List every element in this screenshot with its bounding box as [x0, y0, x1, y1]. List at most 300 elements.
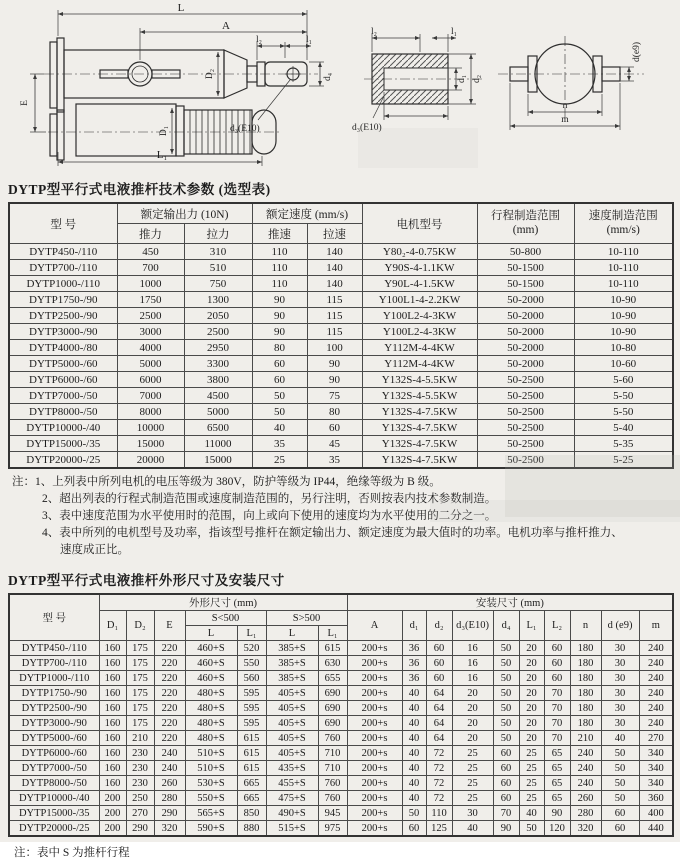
value-cell: 40 — [402, 776, 426, 791]
value-cell: 550 — [237, 656, 266, 671]
value-cell: 405+S — [266, 686, 318, 701]
value-cell: 40 — [601, 731, 639, 746]
value-cell: 70 — [493, 806, 519, 821]
col-header-L-lt: L — [185, 626, 237, 641]
value-cell: 460+S — [185, 671, 237, 686]
value-cell: Y90L-4-1.5KW — [362, 276, 477, 292]
value-cell: 50-2000 — [477, 308, 574, 324]
table-row — [9, 761, 673, 776]
value-cell: 520 — [237, 641, 266, 656]
value-cell: 475+S — [266, 791, 318, 806]
model-cell: DYTP5000-/60 — [9, 731, 99, 746]
value-cell: 160 — [99, 731, 126, 746]
value-cell: 220 — [154, 731, 185, 746]
dim-label-D1: D₁ — [159, 125, 169, 137]
value-cell: 50-2500 — [477, 372, 574, 388]
value-cell: 260 — [570, 791, 601, 806]
value-cell: 290 — [154, 806, 185, 821]
value-cell: Y132S-4-7.5KW — [362, 436, 477, 452]
value-cell: 64 — [426, 731, 452, 746]
col-header-L1: L₁ — [519, 611, 544, 641]
value-cell: 200+s — [347, 671, 402, 686]
value-cell: 665 — [237, 776, 266, 791]
model-cell: DYTP5000-/60 — [9, 356, 117, 372]
value-cell: 385+S — [266, 641, 318, 656]
value-cell: 180 — [570, 716, 601, 731]
value-cell: 200+s — [347, 806, 402, 821]
value-cell: Y112M-4-4KW — [362, 356, 477, 372]
col-header-push-force: 推力 — [117, 224, 184, 244]
value-cell: 690 — [318, 686, 347, 701]
value-cell: 240 — [570, 761, 601, 776]
value-cell: 60 — [426, 641, 452, 656]
dim-label-d1: d₁ — [457, 74, 467, 84]
value-cell: 510 — [184, 260, 252, 276]
value-cell: 200+s — [347, 716, 402, 731]
value-cell: 510+S — [185, 746, 237, 761]
notes-block — [12, 474, 680, 559]
col-header-model: 型 号 — [9, 594, 99, 641]
value-cell: 2500 — [117, 308, 184, 324]
col-header-d2: d₂ — [426, 611, 452, 641]
value-cell: 240 — [154, 761, 185, 776]
value-cell: 40 — [402, 746, 426, 761]
value-cell: 2950 — [184, 340, 252, 356]
col-group-s-lt-500: S<500 — [185, 611, 266, 626]
table-row — [9, 324, 673, 340]
value-cell: 20000 — [117, 452, 184, 469]
value-cell: 240 — [639, 671, 673, 686]
table-row — [9, 656, 673, 671]
table-row — [9, 308, 673, 324]
value-cell: 3000 — [117, 324, 184, 340]
col-group-rated-speed: 额定速度 (mm/s) — [252, 203, 362, 224]
value-cell: 8000 — [117, 404, 184, 420]
col-header-D2: D₂ — [126, 611, 154, 641]
col-group-s-gt-500: S>500 — [266, 611, 347, 626]
value-cell: 90 — [252, 324, 307, 340]
value-cell: 175 — [126, 671, 154, 686]
table-row — [9, 776, 673, 791]
col-header-d3: d₃(E10) — [452, 611, 493, 641]
model-cell: DYTP7000-/50 — [9, 388, 117, 404]
value-cell: 480+S — [185, 686, 237, 701]
value-cell: 20 — [519, 641, 544, 656]
table-row — [9, 731, 673, 746]
value-cell: 90 — [307, 356, 362, 372]
value-cell: 50-2000 — [477, 340, 574, 356]
dim-label-d2: d₂ — [472, 74, 482, 84]
dim-label-n: n — [562, 101, 568, 111]
table-row — [9, 420, 673, 436]
value-cell: 50 — [493, 701, 519, 716]
table-row — [9, 404, 673, 420]
col-header-E: E — [154, 611, 185, 641]
value-cell: 60 — [544, 656, 570, 671]
value-cell: 945 — [318, 806, 347, 821]
value-cell: 65 — [544, 776, 570, 791]
value-cell: 5000 — [117, 356, 184, 372]
col-header-d1: d₁ — [402, 611, 426, 641]
value-cell: 280 — [154, 791, 185, 806]
value-cell: Y100L2-4-3KW — [362, 324, 477, 340]
model-cell: DYTP1000-/110 — [9, 276, 117, 292]
value-cell: 200 — [99, 806, 126, 821]
value-cell: 1000 — [117, 276, 184, 292]
value-cell: 110 — [252, 244, 307, 260]
table-row — [9, 260, 673, 276]
value-cell: 10-110 — [574, 244, 673, 260]
col-header-pull-speed: 拉速 — [307, 224, 362, 244]
value-cell: 405+S — [266, 746, 318, 761]
value-cell: 615 — [237, 761, 266, 776]
table-row — [9, 746, 673, 761]
value-cell: 280 — [570, 806, 601, 821]
value-cell: 160 — [99, 671, 126, 686]
value-cell: 45 — [307, 436, 362, 452]
value-cell: 690 — [318, 716, 347, 731]
value-cell: 435+S — [266, 761, 318, 776]
value-cell: 200+s — [347, 776, 402, 791]
value-cell: 565+S — [185, 806, 237, 821]
dim-label-d3: d₃(E10) — [352, 123, 382, 133]
dim-label-L1: L₁ — [156, 149, 168, 161]
value-cell: 60 — [601, 806, 639, 821]
value-cell: 20 — [519, 716, 544, 731]
value-cell: 5-35 — [574, 436, 673, 452]
col-group-rated-force: 额定输出力 (10N) — [117, 203, 252, 224]
value-cell: 110 — [252, 276, 307, 292]
value-cell: 590+S — [185, 821, 237, 837]
value-cell: 710 — [318, 746, 347, 761]
col-header-pull-force: 拉力 — [184, 224, 252, 244]
col-header-push-speed: 推速 — [252, 224, 307, 244]
value-cell: 20 — [519, 656, 544, 671]
value-cell: 360 — [639, 791, 673, 806]
value-cell: 64 — [426, 716, 452, 731]
col-header-D1: D₁ — [99, 611, 126, 641]
value-cell: 200+s — [347, 731, 402, 746]
value-cell: 240 — [570, 776, 601, 791]
dim-label-l1: l₁ — [306, 35, 312, 45]
table-row — [9, 806, 673, 821]
value-cell: Y132S-4-7.5KW — [362, 404, 477, 420]
value-cell: 385+S — [266, 671, 318, 686]
table-row — [9, 340, 673, 356]
value-cell: 35 — [307, 452, 362, 469]
value-cell: 50 — [402, 806, 426, 821]
model-cell: DYTP15000-/35 — [9, 436, 117, 452]
value-cell: 975 — [318, 821, 347, 837]
value-cell: 175 — [126, 686, 154, 701]
table-row — [9, 671, 673, 686]
value-cell: 72 — [426, 746, 452, 761]
value-cell: 200+s — [347, 821, 402, 837]
value-cell: 50 — [493, 641, 519, 656]
value-cell: 115 — [307, 324, 362, 340]
value-cell: 60 — [426, 656, 452, 671]
value-cell: 560 — [237, 671, 266, 686]
value-cell: 4000 — [117, 340, 184, 356]
value-cell: Y100L2-4-3KW — [362, 308, 477, 324]
note-line: 3、表中速度范围为水平使用时的范围，向上或向下使用的速度均为水平使用的二分之一。 — [42, 510, 497, 522]
value-cell: 50-2500 — [477, 436, 574, 452]
value-cell: 50-2000 — [477, 324, 574, 340]
value-cell: 40 — [519, 806, 544, 821]
dim-label-l2: l₂ — [256, 35, 262, 45]
value-cell: 60 — [493, 791, 519, 806]
model-cell: DYTP20000-/25 — [9, 821, 99, 837]
value-cell: 65 — [544, 761, 570, 776]
value-cell: 880 — [237, 821, 266, 837]
value-cell: 240 — [639, 656, 673, 671]
value-cell: 25 — [519, 746, 544, 761]
value-cell: 230 — [126, 746, 154, 761]
table-row — [9, 388, 673, 404]
value-cell: 320 — [154, 821, 185, 837]
endnote: 注：表中 S 为推杆行程 — [14, 847, 130, 859]
model-cell: DYTP15000-/35 — [9, 806, 99, 821]
value-cell: 120 — [544, 821, 570, 837]
value-cell: 10-110 — [574, 260, 673, 276]
value-cell: 630 — [318, 656, 347, 671]
value-cell: 110 — [426, 806, 452, 821]
value-cell: 60 — [252, 356, 307, 372]
value-cell: Y132S-4-7.5KW — [362, 452, 477, 469]
model-cell: DYTP4000-/80 — [9, 340, 117, 356]
figure-clevis-section — [352, 27, 482, 133]
value-cell: 140 — [307, 260, 362, 276]
table-row — [9, 686, 673, 701]
value-cell: 405+S — [266, 731, 318, 746]
value-cell: 595 — [237, 701, 266, 716]
table-row — [9, 436, 673, 452]
value-cell: 1300 — [184, 292, 252, 308]
value-cell: 230 — [126, 776, 154, 791]
value-cell: 340 — [639, 746, 673, 761]
value-cell: 2050 — [184, 308, 252, 324]
value-cell: 50-800 — [477, 244, 574, 260]
model-cell: DYTP20000-/25 — [9, 452, 117, 469]
value-cell: 240 — [154, 746, 185, 761]
value-cell: 200+s — [347, 761, 402, 776]
value-cell: 50 — [493, 671, 519, 686]
value-cell: 50-2500 — [477, 388, 574, 404]
value-cell: 115 — [307, 308, 362, 324]
value-cell: 750 — [184, 276, 252, 292]
value-cell: 60 — [493, 776, 519, 791]
value-cell: 175 — [126, 641, 154, 656]
value-cell: 655 — [318, 671, 347, 686]
value-cell: Y132S-4-5.5KW — [362, 388, 477, 404]
model-cell: DYTP700-/110 — [9, 260, 117, 276]
col-group-install: 安装尺寸 (mm) — [347, 594, 673, 611]
model-cell: DYTP1000-/110 — [9, 671, 99, 686]
value-cell: 16 — [452, 641, 493, 656]
value-cell: 10-80 — [574, 340, 673, 356]
value-cell: 115 — [307, 292, 362, 308]
value-cell: 850 — [237, 806, 266, 821]
value-cell: 25 — [519, 776, 544, 791]
model-cell: DYTP10000-/40 — [9, 420, 117, 436]
value-cell: 510+S — [185, 761, 237, 776]
value-cell: 50-2500 — [477, 420, 574, 436]
table-row — [9, 372, 673, 388]
value-cell: 40 — [452, 821, 493, 837]
value-cell: 5-25 — [574, 452, 673, 469]
value-cell: Y132S-4-7.5KW — [362, 420, 477, 436]
value-cell: 50 — [252, 388, 307, 404]
col-header-L-gt: L — [266, 626, 318, 641]
value-cell: 220 — [154, 686, 185, 701]
table-row — [9, 821, 673, 837]
value-cell: 50 — [601, 791, 639, 806]
figure-assembly-drawing — [20, 2, 333, 166]
value-cell: 160 — [99, 686, 126, 701]
value-cell: 6500 — [184, 420, 252, 436]
model-cell: DYTP1750-/90 — [9, 292, 117, 308]
value-cell: 5-60 — [574, 372, 673, 388]
col-header-L2: L₂ — [544, 611, 570, 641]
value-cell: 60 — [252, 372, 307, 388]
col-header-stroke-range — [477, 203, 574, 244]
value-cell: 15000 — [184, 452, 252, 469]
value-cell: 16 — [452, 671, 493, 686]
table-row — [9, 356, 673, 372]
value-cell: 80 — [307, 404, 362, 420]
value-cell: 100 — [307, 340, 362, 356]
speed-range-unit: (mm/s) — [606, 223, 640, 236]
value-cell: 760 — [318, 731, 347, 746]
model-cell: DYTP3000-/90 — [9, 324, 117, 340]
value-cell: 480+S — [185, 716, 237, 731]
spec-table-body — [9, 244, 673, 469]
value-cell: 450 — [117, 244, 184, 260]
value-cell: 385+S — [266, 656, 318, 671]
value-cell: 50-2000 — [477, 356, 574, 372]
value-cell: 3300 — [184, 356, 252, 372]
col-header-m: m — [639, 611, 673, 641]
value-cell: 160 — [99, 746, 126, 761]
value-cell: Y112M-4-4KW — [362, 340, 477, 356]
value-cell: 320 — [570, 821, 601, 837]
value-cell: 490+S — [266, 806, 318, 821]
value-cell: 70 — [544, 731, 570, 746]
model-cell: DYTP450-/110 — [9, 641, 99, 656]
value-cell: 50-2500 — [477, 404, 574, 420]
table-row — [9, 276, 673, 292]
value-cell: 50-2500 — [477, 452, 574, 469]
value-cell: 240 — [639, 686, 673, 701]
value-cell: 200+s — [347, 791, 402, 806]
col-header-motor: 电机型号 — [362, 203, 477, 244]
dim-label-E: E — [20, 100, 30, 106]
value-cell: 70 — [544, 716, 570, 731]
value-cell: 11000 — [184, 436, 252, 452]
value-cell: 50-1500 — [477, 260, 574, 276]
model-cell: DYTP8000-/50 — [9, 404, 117, 420]
spec-table — [8, 202, 674, 469]
value-cell: 440 — [639, 821, 673, 837]
col-group-outline: 外形尺寸 (mm) — [99, 594, 347, 611]
value-cell: 270 — [126, 806, 154, 821]
value-cell: 20 — [452, 701, 493, 716]
value-cell: 90 — [252, 308, 307, 324]
model-cell: DYTP6000-/60 — [9, 372, 117, 388]
value-cell: 30 — [452, 806, 493, 821]
dimensions-table-body — [9, 641, 673, 837]
value-cell: 60 — [307, 420, 362, 436]
value-cell: 700 — [117, 260, 184, 276]
table-row — [9, 716, 673, 731]
value-cell: 60 — [493, 761, 519, 776]
model-cell: DYTP2500-/90 — [9, 308, 117, 324]
value-cell: 260 — [154, 776, 185, 791]
value-cell: 50 — [519, 821, 544, 837]
value-cell: 60 — [402, 821, 426, 837]
value-cell: 160 — [99, 656, 126, 671]
value-cell: 290 — [126, 821, 154, 837]
value-cell: 25 — [452, 791, 493, 806]
value-cell: 460+S — [185, 641, 237, 656]
value-cell: 90 — [544, 806, 570, 821]
table1-title: DYTP型平行式电液推杆技术参数 (选型表) — [8, 182, 271, 197]
value-cell: 595 — [237, 686, 266, 701]
value-cell: 35 — [252, 436, 307, 452]
value-cell: 25 — [452, 761, 493, 776]
value-cell: 5-50 — [574, 388, 673, 404]
dim-label-m: m — [561, 115, 569, 125]
value-cell: 50 — [252, 404, 307, 420]
value-cell: 200 — [99, 791, 126, 806]
value-cell: 455+S — [266, 776, 318, 791]
value-cell: 340 — [639, 776, 673, 791]
value-cell: 72 — [426, 791, 452, 806]
value-cell: 200+s — [347, 746, 402, 761]
value-cell: 180 — [570, 641, 601, 656]
value-cell: 50 — [493, 686, 519, 701]
col-header-speed-range — [574, 203, 673, 244]
value-cell: 400 — [639, 806, 673, 821]
col-header-d4: d₄ — [493, 611, 519, 641]
col-header-A: A — [347, 611, 402, 641]
value-cell: 200+s — [347, 656, 402, 671]
value-cell: 90 — [307, 372, 362, 388]
value-cell: 50 — [601, 746, 639, 761]
value-cell: 40 — [402, 701, 426, 716]
value-cell: 180 — [570, 686, 601, 701]
value-cell: 40 — [402, 731, 426, 746]
dim-label-l2: l₂ — [371, 27, 377, 37]
value-cell: 65 — [544, 746, 570, 761]
value-cell: 175 — [126, 656, 154, 671]
value-cell: 40 — [402, 716, 426, 731]
value-cell: 15000 — [117, 436, 184, 452]
value-cell: 760 — [318, 776, 347, 791]
stroke-range-label: 行程制造范围 — [491, 210, 561, 223]
value-cell: 240 — [639, 716, 673, 731]
value-cell: 30 — [601, 686, 639, 701]
value-cell: 10-90 — [574, 324, 673, 340]
value-cell: 210 — [570, 731, 601, 746]
value-cell: 64 — [426, 686, 452, 701]
table-row — [9, 641, 673, 656]
value-cell: 530+S — [185, 776, 237, 791]
model-cell: DYTP1750-/90 — [9, 686, 99, 701]
value-cell: 340 — [639, 761, 673, 776]
value-cell: 140 — [307, 244, 362, 260]
value-cell: 40 — [252, 420, 307, 436]
